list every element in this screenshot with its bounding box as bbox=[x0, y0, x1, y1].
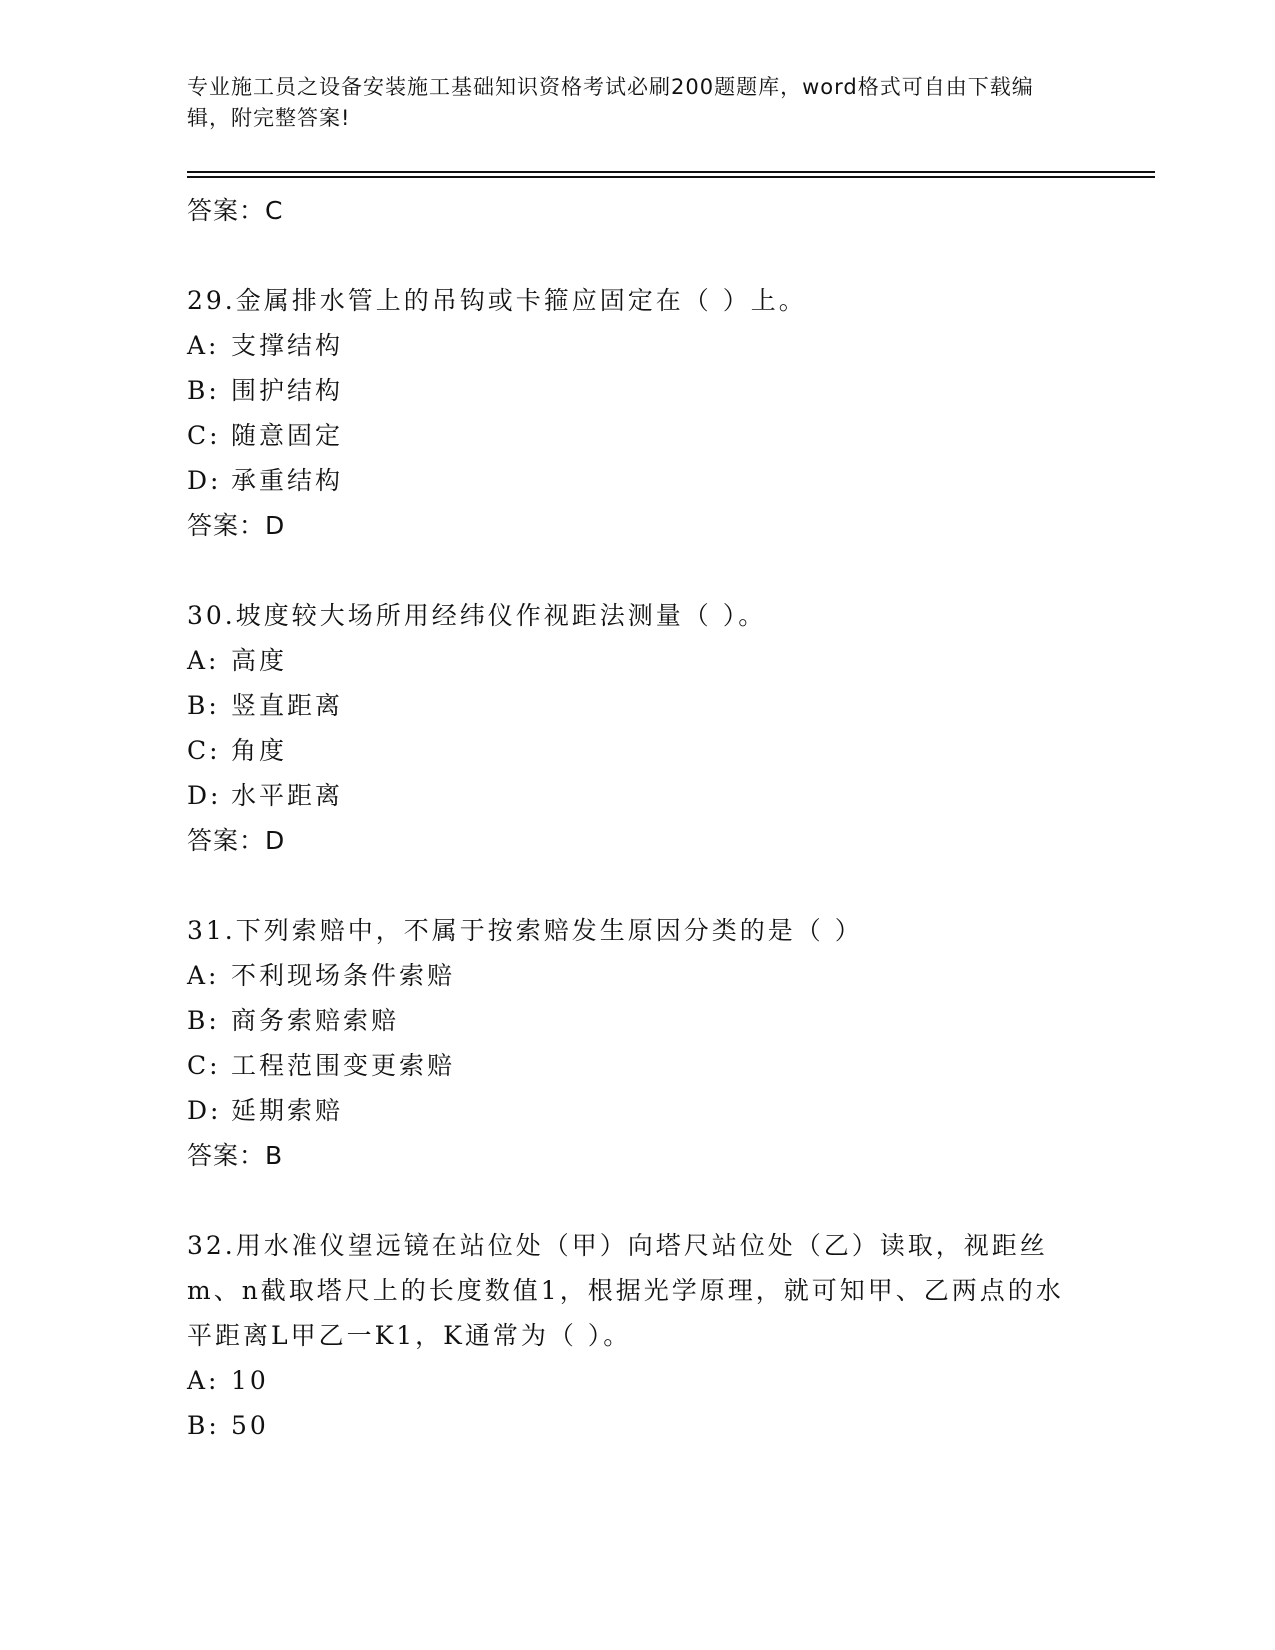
question-block bbox=[187, 908, 1087, 1178]
option-b: B: 商务索赔索赔 bbox=[187, 1006, 400, 1035]
option-a: A: 支撑结构 bbox=[187, 331, 344, 360]
option-a: A: 高度 bbox=[187, 646, 288, 675]
answer-line: 答案：D bbox=[187, 826, 286, 855]
question-text: 31.下列索赔中，不属于按索赔发生原因分类的是（ ） bbox=[187, 916, 863, 945]
option-a: A: 不利现场条件索赔 bbox=[187, 961, 456, 990]
option-b: B: 竖直距离 bbox=[187, 691, 344, 720]
question-block bbox=[187, 1223, 1087, 1448]
option-d: D: 延期索赔 bbox=[187, 1096, 344, 1125]
option-d: D: 水平距离 bbox=[187, 781, 344, 810]
question-block bbox=[187, 278, 1087, 548]
option-a: A: 10 bbox=[187, 1366, 269, 1395]
answer-line: 答案：B bbox=[187, 1141, 284, 1170]
question-text: 32.用水准仪望远镜在站位处（甲）向塔尺站位处（乙）读取，视距丝m、n截取塔尺上的长度数值1，根据光学原理，就可知甲、乙两点的水平距离L甲乙一K1，K通常为（ ）。 bbox=[187, 1231, 1064, 1350]
answer-line: 答案：C bbox=[187, 196, 284, 225]
question-list bbox=[187, 188, 1087, 1448]
option-c: C: 角度 bbox=[187, 736, 288, 765]
question-block bbox=[187, 593, 1087, 863]
option-c: C: 随意固定 bbox=[187, 421, 344, 450]
answer-line: 答案：D bbox=[187, 511, 286, 540]
option-b: B: 围护结构 bbox=[187, 376, 344, 405]
header-rule-bottom bbox=[187, 176, 1155, 178]
option-c: C: 工程范围变更索赔 bbox=[187, 1051, 456, 1080]
header-rule-top bbox=[187, 171, 1155, 173]
document-header: 专业施工员之设备安装施工基础知识资格考试必刷200题题库，word格式可自由下载编辑，附完整答案! bbox=[187, 75, 1034, 130]
option-b: B: 50 bbox=[187, 1411, 269, 1440]
question-text: 29.金属排水管上的吊钩或卡箍应固定在（ ）上。 bbox=[187, 286, 807, 315]
option-d: D: 承重结构 bbox=[187, 466, 344, 495]
question-text: 30.坡度较大场所用经纬仪作视距法测量（ ）。 bbox=[187, 601, 767, 630]
